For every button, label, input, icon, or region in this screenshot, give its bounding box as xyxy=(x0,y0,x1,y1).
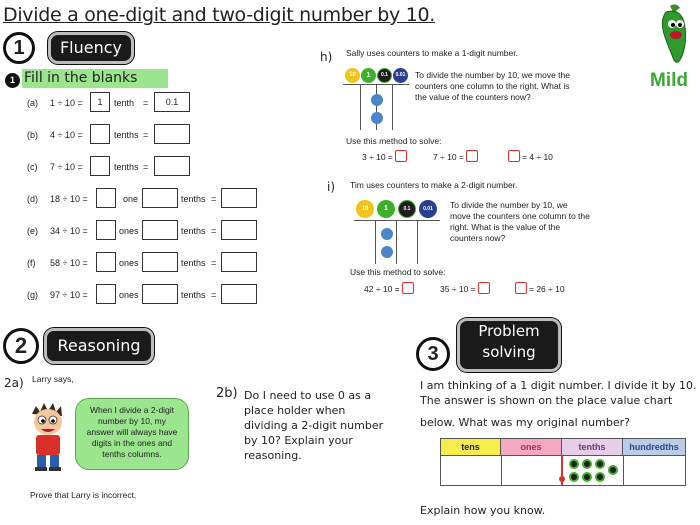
row-equals: = xyxy=(143,98,149,108)
tenth-counter xyxy=(582,459,592,469)
problem-text: 7 ÷ 10 = xyxy=(433,152,464,162)
heading-line-1: Problem xyxy=(478,322,540,340)
row-expression: 58 ÷ 10 = xyxy=(50,258,88,268)
reasoning-heading: Reasoning xyxy=(44,328,154,364)
answer-box[interactable] xyxy=(466,150,478,162)
row-expression: 97 ÷ 10 = xyxy=(50,290,88,300)
counter-tenth: 0.1 xyxy=(398,200,416,218)
counter-chart-h xyxy=(343,66,407,132)
row-expression: 4 ÷ 10 = xyxy=(50,130,83,140)
problem-text-1: I am thinking of a 1 digit number. I divide it by 10. The answer is shown on the place value chart xyxy=(420,379,697,407)
tenth-counter xyxy=(595,472,605,482)
question-i-intro: Tim uses counters to make a 2-digit number. xyxy=(350,180,518,190)
question-i-label: i) xyxy=(327,180,336,194)
answer-box[interactable] xyxy=(142,252,178,272)
column-divider xyxy=(501,455,502,485)
problem-text: = 26 ÷ 10 xyxy=(529,284,565,294)
row-expression: 34 ÷ 10 = xyxy=(50,226,88,236)
question-2b-text: Do I need to use 0 as a place holder when dividing a 2-digit number by 10? Explain your reasoning. xyxy=(244,389,384,462)
answer-box[interactable] xyxy=(154,124,190,144)
section-number-3 xyxy=(416,337,450,371)
section-number-text: 3 xyxy=(427,343,439,365)
problem-solving-heading xyxy=(457,318,561,372)
answer-box[interactable] xyxy=(96,188,116,208)
question-i-problem-1 xyxy=(364,282,416,294)
answer-box[interactable] xyxy=(142,188,178,208)
answer-box[interactable] xyxy=(96,252,116,272)
problem-text: 3 ÷ 10 = xyxy=(362,152,393,162)
column-divider xyxy=(392,84,393,130)
tenth-counter xyxy=(569,459,579,469)
blue-counter xyxy=(381,228,393,240)
question-h-problem-2 xyxy=(433,150,480,162)
tenth-counter xyxy=(569,472,579,482)
row-letter: (b) xyxy=(27,130,38,140)
row-unit: tenths xyxy=(114,162,139,172)
tenth-counter xyxy=(582,472,592,482)
heading-line-2: solving xyxy=(482,343,536,361)
problem-text: 42 ÷ 10 = xyxy=(364,284,400,294)
column-divider xyxy=(396,220,397,264)
question-h-intro: Sally uses counters to make a 1-digit number. xyxy=(346,48,518,58)
question-2b-label: 2b) xyxy=(216,386,238,401)
answer-box[interactable] xyxy=(508,150,520,162)
column-divider xyxy=(417,220,418,264)
problem-text: 35 ÷ 10 = xyxy=(440,284,476,294)
row-expression: 7 ÷ 10 = xyxy=(50,162,83,172)
question-h-problem-1 xyxy=(362,150,409,162)
answer-box[interactable] xyxy=(96,220,116,240)
row-unit: ones xyxy=(119,226,139,236)
row-unit: ones xyxy=(119,290,139,300)
row-unit: tenths xyxy=(181,290,206,300)
section-number-1: 1 xyxy=(3,32,35,64)
counter-ten: 10 xyxy=(356,200,374,218)
problem-text-2: below. What was my original number? xyxy=(420,416,630,429)
row-letter: (a) xyxy=(27,98,38,108)
answer-box[interactable] xyxy=(402,282,414,294)
question-h-label: h) xyxy=(320,50,333,64)
problem-text: = 4 ÷ 10 xyxy=(522,152,553,162)
answer-box[interactable] xyxy=(221,252,257,272)
question-2a-label: 2a) xyxy=(4,376,24,390)
header-tenths: tenths xyxy=(562,439,623,455)
row-equals: = xyxy=(211,194,217,204)
row-expression: 18 ÷ 10 = xyxy=(50,194,88,204)
counter-hundredth: 0.01 xyxy=(419,200,437,218)
answer-box[interactable] xyxy=(395,150,407,162)
answer-box[interactable] xyxy=(221,188,257,208)
row-divider xyxy=(354,220,440,221)
question-i-problem-2 xyxy=(440,282,492,294)
question-h-text: To divide the number by 10, we move the counters one column to the right. What is the value of the counters now? xyxy=(415,70,570,102)
answer-box[interactable] xyxy=(154,156,190,176)
answer-box[interactable] xyxy=(90,156,110,176)
answer-box[interactable] xyxy=(142,220,178,240)
answer-box[interactable] xyxy=(221,284,257,304)
blue-counter xyxy=(371,112,383,124)
blue-counter xyxy=(381,246,393,258)
header-ones: ones xyxy=(501,439,562,455)
column-divider xyxy=(623,455,624,485)
row-letter: (c) xyxy=(27,162,38,172)
answer-box[interactable]: 1 xyxy=(90,92,110,112)
row-unit: tenths xyxy=(181,194,206,204)
answer-box[interactable] xyxy=(515,282,527,294)
column-divider xyxy=(375,220,376,264)
section-number-2: 2 xyxy=(3,328,39,364)
difficulty-label: Mild xyxy=(650,70,688,91)
row-unit: tenths xyxy=(181,226,206,236)
header-hundredths: hundredths xyxy=(623,439,685,455)
row-divider xyxy=(343,84,409,85)
row-letter: (f) xyxy=(27,258,36,268)
place-value-chart xyxy=(440,438,686,486)
decimal-point xyxy=(559,476,565,482)
larry-character-icon xyxy=(24,400,72,472)
row-unit: tenths xyxy=(114,130,139,140)
answer-box[interactable] xyxy=(96,284,116,304)
row-equals: = xyxy=(211,258,217,268)
task-number-1: 1 xyxy=(5,73,20,88)
blue-counter xyxy=(371,94,383,106)
answer-box[interactable] xyxy=(142,284,178,304)
question-i-problem-3 xyxy=(513,282,565,294)
question-h-method: Use this method to solve: xyxy=(346,136,442,146)
task-instruction: Fill in the blanks xyxy=(22,69,168,88)
row-unit: tenths xyxy=(181,258,206,268)
row-letter: (e) xyxy=(27,226,38,236)
row-equals: = xyxy=(143,130,149,140)
counter-chart-i xyxy=(354,198,440,264)
counter-hundredth: 0.01 xyxy=(393,68,408,83)
answer-box[interactable] xyxy=(221,220,257,240)
answer-box[interactable] xyxy=(478,282,490,294)
counter-ten: 10 xyxy=(345,68,360,83)
row-unit: one xyxy=(123,194,139,204)
row-divider xyxy=(441,455,685,456)
question-h-problem-3 xyxy=(506,150,553,162)
answer-box[interactable] xyxy=(90,124,110,144)
counter-tenth: 0.1 xyxy=(377,68,392,83)
question-i-method: Use this method to solve: xyxy=(350,267,446,277)
speech-bubble: When I divide a 2-digit number by 10, my answer will always have digits in the ones and tenths columns. xyxy=(75,398,189,470)
larry-says: Larry says, xyxy=(32,374,74,384)
counter-one: 1 xyxy=(361,68,376,83)
chili-pepper-icon xyxy=(652,2,696,66)
tenth-counter xyxy=(608,465,618,475)
answer-box[interactable]: 0.1 xyxy=(154,92,190,112)
row-expression: 1 ÷ 10 = xyxy=(50,98,83,108)
worksheet-title: Divide a one-digit and two-digit number by 10. xyxy=(3,4,436,26)
row-unit: tenth xyxy=(114,98,135,108)
question-i-text: To divide the number by 10, we move the counters one column to the right. What is the value of the counters now? xyxy=(450,200,590,243)
explain-text: Explain how you know. xyxy=(420,504,546,517)
row-unit: ones xyxy=(119,258,139,268)
fluency-heading: Fluency xyxy=(48,32,134,64)
row-equals: = xyxy=(143,162,149,172)
tenth-counter xyxy=(595,459,605,469)
column-divider xyxy=(360,84,361,130)
row-equals: = xyxy=(211,290,217,300)
question-2a-prove: Prove that Larry is incorrect. xyxy=(30,490,137,500)
header-tens: tens xyxy=(441,439,501,455)
row-equals: = xyxy=(211,226,217,236)
row-letter: (g) xyxy=(27,290,38,300)
counter-one: 1 xyxy=(377,200,395,218)
row-letter: (d) xyxy=(27,194,38,204)
